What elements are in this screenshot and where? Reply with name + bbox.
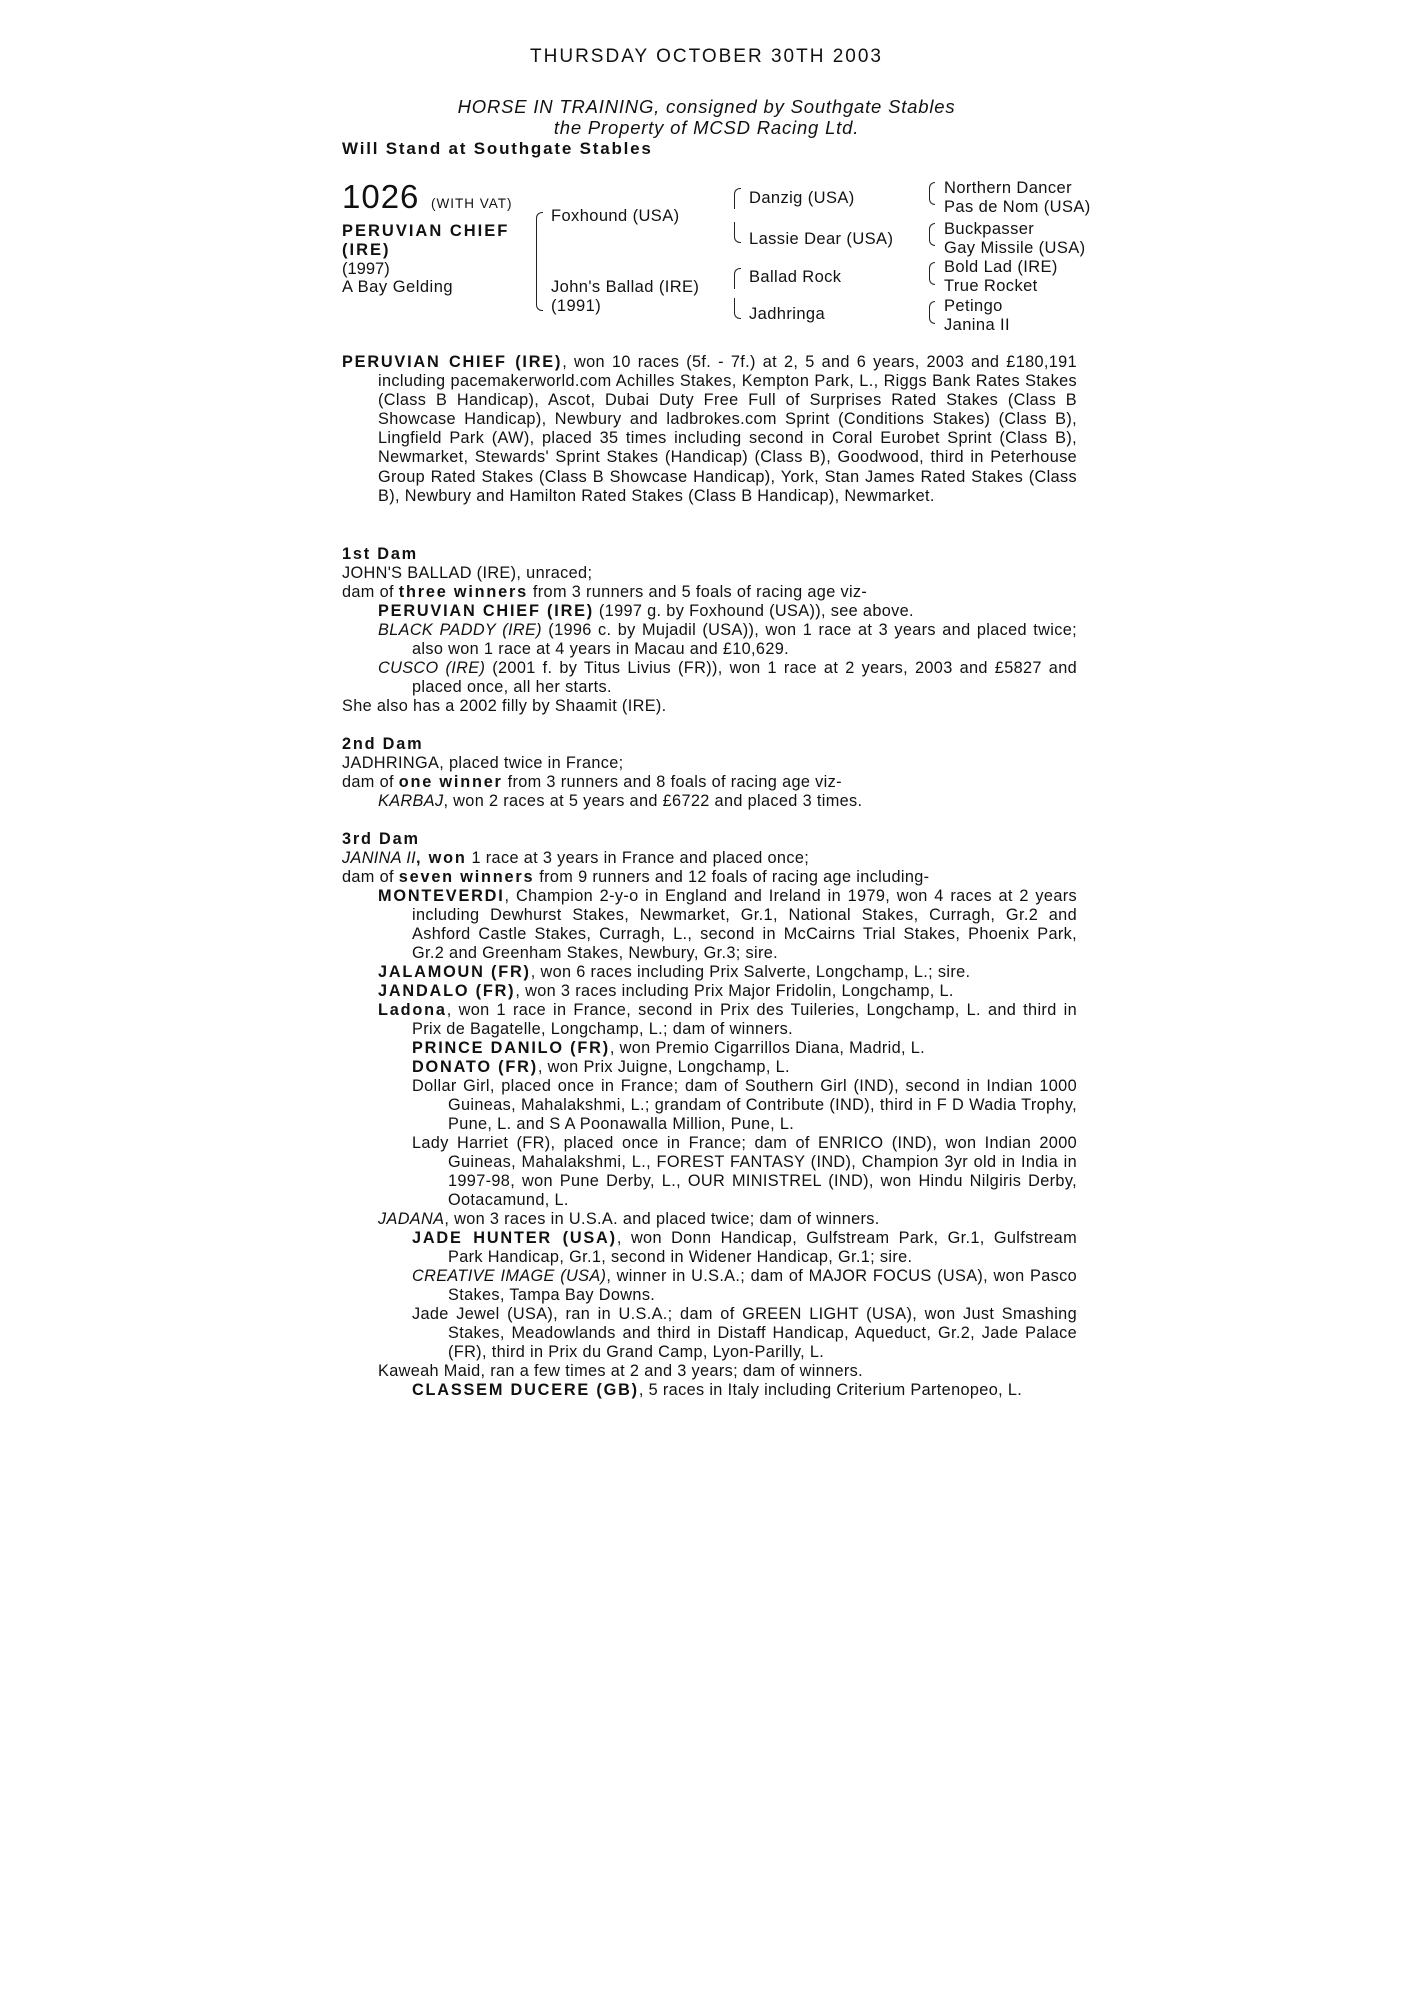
produce-name: Ladona	[378, 1001, 447, 1019]
race-record	[342, 353, 1077, 506]
produce-text: , won 1 race in France, second in Prix des Tuileries, Longchamp, L. and third in Prix de Bagatelle, Longchamp, L.; dam of winners.	[412, 1001, 1077, 1039]
pedigree-dd-dam: Janina II	[944, 316, 1010, 334]
third-dam-produce	[342, 868, 929, 887]
pedigree-ss-dam: Pas de Nom (USA)	[944, 198, 1091, 216]
second-dam-heading: 2nd Dam	[342, 735, 424, 753]
brace	[929, 312, 935, 324]
lot-vat: (WITH VAT)	[431, 196, 513, 211]
third-dam-heading: 3rd Dam	[342, 830, 420, 848]
produce-text: (2001 f. by Titus Livius (FR)), won 1 race at 2 years, 2003 and £5827 and placed once, all her starts.	[412, 659, 1078, 697]
brace	[734, 222, 741, 243]
brace	[536, 212, 543, 257]
produce-entry	[412, 1381, 1022, 1400]
first-dam-heading: 1st Dam	[342, 545, 418, 563]
produce-entry	[378, 621, 1077, 659]
pedigree-dam: John's Ballad (IRE)	[551, 278, 700, 296]
produce-entry	[378, 963, 970, 982]
brace	[734, 268, 741, 289]
produce-entry	[378, 659, 1077, 697]
pedigree-dd-sire: Petingo	[944, 297, 1003, 315]
produce-entry: Jade Jewel (USA), ran in U.S.A.; dam of GREEN LIGHT (USA), won Just Smashing Stakes, Meadowlands and third in Distaff Handicap, Aqueduct, Gr.2, Jade Palace (FR), third in Prix du Grand Camp, Lyon-Parilly, L.	[412, 1305, 1077, 1362]
first-dam-name: JOHN'S BALLAD (IRE), unraced;	[342, 564, 593, 582]
property-line: the Property of MCSD Racing Ltd.	[553, 117, 860, 138]
produce-name: PERUVIAN CHIEF (IRE)	[378, 602, 595, 620]
produce-text: , won 2 races at 5 years and £6722 and placed 3 times.	[443, 792, 863, 810]
produce-text: , won 3 races including Prix Major Fridolin, Longchamp, L.	[515, 982, 954, 1000]
produce-text: , won Premio Cigarrillos Diana, Madrid, L.	[609, 1039, 926, 1057]
pedigree-ds-sire: Bold Lad (IRE)	[944, 258, 1058, 276]
produce-text: (1997 g. by Foxhound (USA)), see above.	[594, 602, 914, 620]
third-dam-name	[342, 849, 809, 868]
first-dam-also: She also has a 2002 filly by Shaamit (IRE).	[342, 697, 667, 715]
second-dam-produce	[342, 773, 842, 792]
dam-name: JANINA II	[342, 849, 417, 867]
brace	[929, 273, 935, 285]
first-dam-produce	[342, 583, 867, 602]
produce-entry	[378, 1210, 880, 1229]
produce-name: KARBAJ	[378, 792, 444, 810]
produce-name: JALAMOUN (FR)	[378, 963, 531, 981]
lot-number: 1026	[342, 178, 420, 215]
pedigree-dam-dam: Jadhringa	[749, 305, 826, 323]
produce-entry	[378, 1001, 1077, 1039]
text: from 9 runners and 12 foals of racing age including-	[534, 868, 930, 886]
produce-name: PRINCE DANILO (FR)	[412, 1039, 610, 1057]
produce-name: JANDALO (FR)	[378, 982, 516, 1000]
produce-name: MONTEVERDI	[378, 887, 505, 905]
produce-entry: Lady Harriet (FR), placed once in France; dam of ENRICO (IND), won Indian 2000 Guineas, Mahalakshmi, L., FOREST FANTASY (IND), Champion 3yr old in India in 1997-98, won Pune Derby, L., OUR MINISTREL (IND), won Hindu Nilgiris Derby, Ootacamund, L.	[412, 1134, 1077, 1210]
winners-count: one winner	[398, 773, 503, 791]
pedigree-sd-sire: Buckpasser	[944, 220, 1035, 238]
produce-text: , 5 races in Italy including Criterium Partenopeo, L.	[638, 1381, 1023, 1399]
brace	[536, 256, 543, 311]
brace	[734, 298, 741, 319]
horse-description: A Bay Gelding	[342, 278, 454, 296]
produce-text: , Champion 2-y-o in England and Ireland in 1979, won 4 races at 2 years including Dewhurst Stakes, Newmarket, Gr.1, National Stakes, Curragh, Gr.2 and Ashford Castle Stakes, Curragh, L., second in McCairns Trial Stakes, Phoenix Park, Gr.2 and Greenham Stakes, Newbury, Gr.3; sire.	[412, 887, 1077, 963]
second-dam-name: JADHRINGA, placed twice in France;	[342, 754, 624, 772]
race-record-horse: PERUVIAN CHIEF (IRE)	[342, 353, 563, 371]
produce-text: , won 6 races including Prix Salverte, Longchamp, L.; sire.	[530, 963, 971, 981]
pedigree-sire-dam: Lassie Dear (USA)	[749, 230, 894, 248]
produce-name: JADE HUNTER (USA)	[412, 1229, 617, 1247]
sale-date: THURSDAY OCTOBER 30TH 2003	[530, 46, 883, 67]
pedigree-sd-dam: Gay Missile (USA)	[944, 239, 1086, 257]
brace	[929, 193, 935, 205]
pedigree-dam-year: (1991)	[551, 297, 602, 315]
horse-year: (1997)	[342, 260, 390, 278]
produce-entry	[378, 602, 1077, 621]
produce-entry: Kaweah Maid, ran a few times at 2 and 3 years; dam of winners.	[378, 1362, 864, 1380]
produce-text: , won 3 races in U.S.A. and placed twice; dam of winners.	[444, 1210, 880, 1228]
pedigree-sire-sire: Danzig (USA)	[749, 189, 855, 207]
produce-text: , winner in U.S.A.; dam of MAJOR FOCUS (USA), won Pasco Stakes, Tampa Bay Downs.	[448, 1267, 1077, 1305]
pedigree-ss-sire: Northern Dancer	[944, 179, 1072, 197]
text: from 3 runners and 8 foals of racing age viz-	[502, 773, 842, 791]
produce-entry: Dollar Girl, placed once in France; dam of Southern Girl (IND), second in Indian 1000 Guineas, Mahalakshmi, L.; grandam of Contribute (IND), third in F D Wadia Trophy, Pune, L. and S A Poonawalla Million, Pune, L.	[412, 1077, 1077, 1134]
produce-name: CLASSEM DUCERE (GB)	[412, 1381, 639, 1399]
stand-line: Will Stand at Southgate Stables	[342, 139, 653, 158]
produce-entry	[412, 1267, 1077, 1305]
text: 1 race at 3 years in France and placed once;	[466, 849, 810, 867]
produce-name: JADANA	[378, 1210, 445, 1228]
pedigree-ds-dam: True Rocket	[944, 277, 1038, 295]
produce-text: , won Donn Handicap, Gulfstream Park, Gr.1, Gulfstream Park Handicap, Gr.1, second in Widener Handicap, Gr.1; sire.	[448, 1229, 1078, 1267]
produce-entry	[378, 982, 954, 1001]
produce-name: CREATIVE IMAGE (USA)	[412, 1267, 607, 1285]
consignment-line: HORSE IN TRAINING, consigned by Southgate Stables	[457, 96, 956, 117]
brace	[929, 234, 935, 246]
text: , won	[416, 849, 467, 867]
produce-text: , won Prix Juigne, Longchamp, L.	[537, 1058, 790, 1076]
pedigree-sire: Foxhound (USA)	[551, 207, 680, 225]
text: dam of	[342, 868, 399, 886]
race-record-text: , won 10 races (5f. - 7f.) at 2, 5 and 6 years, 2003 and £180,191 including pacemakerworld.com Achilles Stakes, Kempton Park, L., Riggs Bank Rates Stakes (Class B Handicap), Ascot, Dubai Duty Free Full of Surprises Rated Stakes (Class B Showcase Handicap), Newbury and ladbrokes.com Sprint (Conditions Stakes) (Class B), Lingfield Park (AW), placed 35 times including second in Coral Eurobet Sprint (Class B), Newmarket, Stewards' Sprint Stakes (Handicap) (Class B), Goodwood, third in Peterhouse Group Rated Stakes (Class B Showcase Handicap), York, Stan James Rated Stakes (Class B), Newbury and Hamilton Rated Stakes (Class B Handicap), Newmarket.	[378, 353, 1077, 505]
brace	[734, 188, 741, 209]
pedigree-dam-sire: Ballad Rock	[749, 268, 842, 286]
produce-text: (1996 c. by Mujadil (USA)), won 1 race at 3 years and placed twice; also won 1 race at 4 years in Macau and £10,629.	[412, 621, 1077, 659]
produce-name: BLACK PADDY (IRE)	[378, 621, 542, 639]
produce-entry	[412, 1229, 1077, 1267]
produce-entry	[412, 1039, 925, 1058]
horse-name: PERUVIAN CHIEF (IRE)	[342, 222, 510, 259]
produce-name: DONATO (FR)	[412, 1058, 538, 1076]
produce-entry	[378, 792, 862, 811]
text: dam of	[342, 773, 399, 791]
text: from 3 runners and 5 foals of racing age viz-	[528, 583, 868, 601]
produce-name: CUSCO (IRE)	[378, 659, 486, 677]
produce-entry	[412, 1058, 790, 1077]
text: dam of	[342, 583, 399, 601]
produce-entry	[378, 887, 1077, 963]
winners-count: seven winners	[398, 868, 535, 886]
winners-count: three winners	[398, 583, 529, 601]
